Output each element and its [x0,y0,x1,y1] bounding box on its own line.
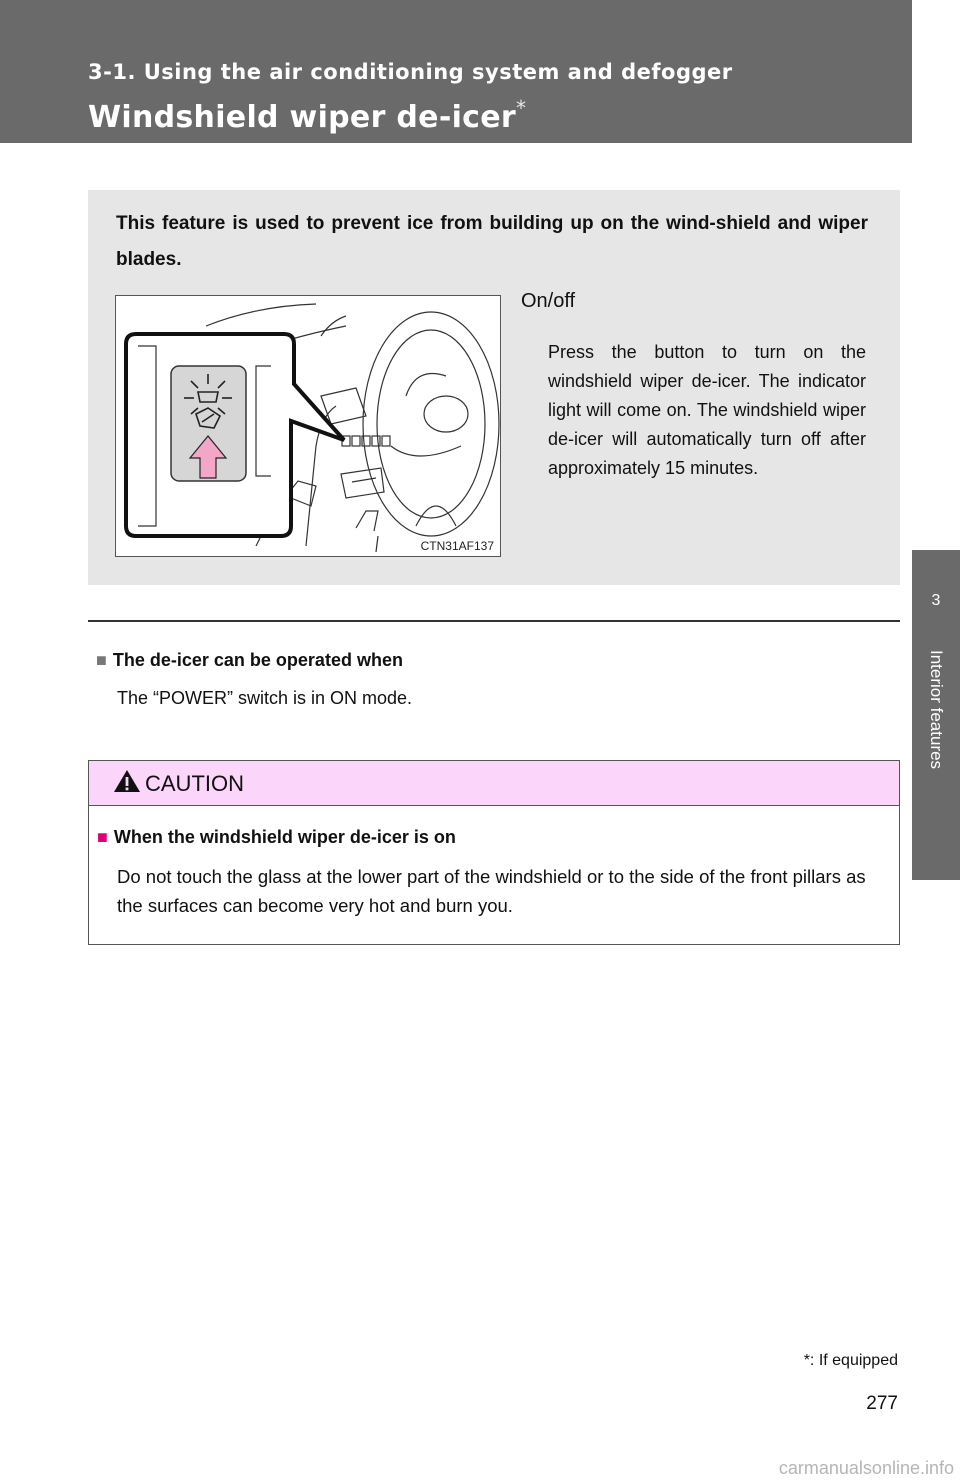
side-tab-spacer [912,0,960,548]
chapter-label: Interior features [927,650,946,770]
page-number: 277 [866,1393,898,1414]
caution-heading [97,827,456,848]
dashboard-illustration [116,296,500,556]
chapter-number: 3 [931,592,941,609]
feature-intro: This feature is used to prevent ice from building up on the wind-shield and wiper blades. [116,213,868,270]
caution-text: Do not touch the glass at the lower part of the windshield or to the side of the front pillars as the surfaces can become very hot and burn you. [117,866,866,916]
caution-label: CAUTION [145,771,244,796]
section-title: 3-1. Using the air conditioning system and defogger [88,60,733,84]
warning-icon [113,768,141,794]
note-body: The “POWER” switch is in ON mode. [117,688,413,708]
page-title [88,96,526,135]
onoff-description: Press the button to turn on the windshield wiper de-icer. The indicator light will come on. The windshield wiper de-icer will automatically turn off after approximately 15 minutes. [548,342,866,478]
onoff-title: On/off [521,290,576,312]
caution-box [88,760,900,945]
note-heading [96,650,403,671]
feature-box [88,190,900,585]
note-heading-text: The de-icer can be operated when [112,650,403,670]
footnote: *: If equipped [803,1352,898,1369]
deicer-switch-figure [115,295,501,557]
square-bullet-icon: ■ [97,827,108,847]
caution-heading-text: When the windshield wiper de-icer is on [113,827,456,847]
chapter-tab[interactable] [912,550,960,880]
square-bullet-icon: ■ [96,650,107,670]
watermark: carmanualsonline.info [778,1458,954,1478]
caution-bar [89,761,899,806]
section-divider [88,620,900,622]
page-header [0,0,960,143]
figure-code: CTN31AF137 [420,539,494,553]
page-title-text: Windshield wiper de-icer [88,100,516,135]
equipped-mark: * [516,96,527,120]
